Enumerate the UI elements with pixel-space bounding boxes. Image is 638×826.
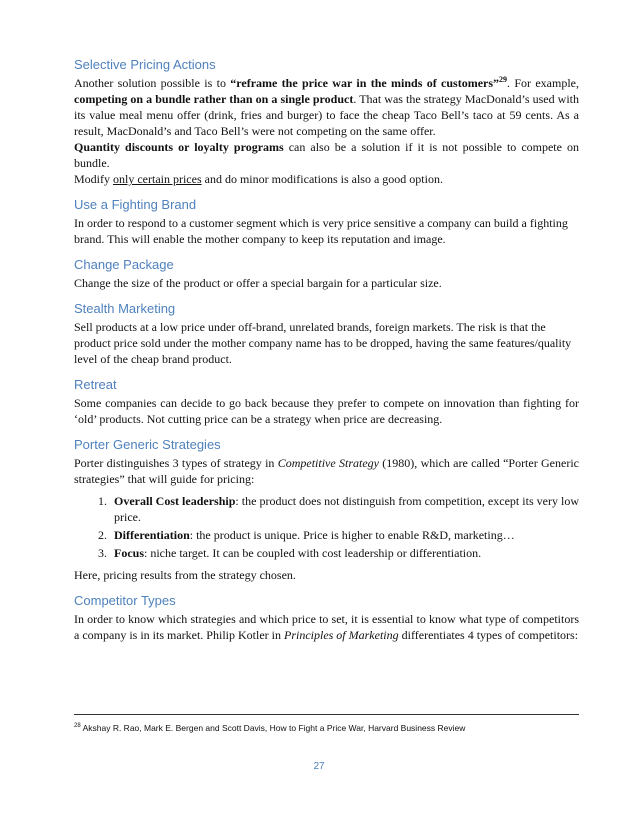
- text-run: (1980), which are called “Porter Generic strategies” that will guide for pricing:: [74, 456, 579, 486]
- heading-retreat: Retreat: [74, 377, 117, 392]
- list-item-term: Focus: [114, 546, 144, 560]
- text-run: differentiates 4 types of competitors:: [398, 628, 579, 642]
- heading-competitor-types: Competitor Types: [74, 593, 176, 608]
- footnote-divider: [74, 714, 579, 715]
- paragraph-retreat: Some companies can decide to go back because they prefer to compete on innovation than fighting for ‘old’ products. Not cutting price can be a strategy when price are decreasing.: [74, 396, 579, 426]
- footnote: [74, 722, 579, 734]
- list-item-term: Overall Cost leadership: [114, 494, 236, 508]
- paragraph-modify-prices: [74, 171, 579, 187]
- footnote-number: 28: [74, 723, 81, 730]
- emphasis-quantity-discounts: Quantity discounts or loyalty programs: [74, 140, 284, 154]
- list-item-text: : the product does not distinguish from competition, except its very low price.: [114, 494, 579, 524]
- list-item: [110, 545, 579, 561]
- page-number: 27: [313, 761, 325, 772]
- book-title-competitive-strategy: Competitive Strategy: [277, 456, 379, 470]
- text-run: . That was the strategy MacDonald’s used with its value meal menu offer (drink, fries and burger) to face the cheap Taco Bell’s taco at 59 cents. As a result, MacDonald’s and Taco Bell’s were not competing on the same offer.: [74, 92, 579, 138]
- text-run: can also be a solution if it is not possible to compete on bundle.: [74, 140, 579, 170]
- list-item: [110, 527, 579, 543]
- heading-selective-pricing: Selective Pricing Actions: [74, 57, 216, 72]
- underlined-certain-prices: only certain prices: [113, 172, 202, 186]
- section-change-package: [74, 256, 579, 291]
- text-run: . For example,: [507, 76, 579, 90]
- list-item-text: : the product is unique. Price is higher to enable R&D, marketing…: [189, 528, 515, 542]
- text-run: In order to know which strategies and which price to set, it is essential to know what type of competitors a company is in its market. Philip Kotler in: [74, 612, 579, 642]
- footnote-text: Akshay R. Rao, Mark E. Bergen and Scott Davis, How to Fight a Price War, Harvard Business Review: [80, 723, 466, 733]
- porter-strategy-list: [74, 493, 579, 561]
- list-item-text: : niche target. It can be coupled with cost leadership or differentiation.: [144, 546, 482, 560]
- section-retreat: [74, 376, 579, 427]
- text-run: Modify: [74, 172, 113, 186]
- heading-fighting-brand: Use a Fighting Brand: [74, 197, 197, 212]
- book-title-principles-of-marketing: Principles of Marketing: [283, 628, 399, 642]
- section-porter: [74, 436, 579, 583]
- paragraph-stealth-marketing: Sell products at a low price under off-brand, unrelated brands, foreign markets. The risk is that the product price sold under the mother company name has to be dropped, having the same features/quality level of the cheap brand product.: [74, 320, 572, 366]
- footnote-ref: 29: [499, 75, 508, 84]
- emphasis-quote: “reframe the price war in the minds of customers”: [230, 76, 500, 90]
- paragraph-reframe: [74, 75, 579, 139]
- text-run: Porter distinguishes 3 types of strategy in: [74, 456, 278, 470]
- paragraph-quantity-discounts: [74, 139, 579, 171]
- list-item-term: Differentiation: [114, 528, 190, 542]
- text-run: Another solution possible is to: [74, 76, 231, 90]
- paragraph-fighting-brand: In order to respond to a customer segment which is very price sensitive a company can build a fighting brand. This will enable the mother company to keep its reputation and image.: [74, 216, 568, 246]
- section-fighting-brand: [74, 196, 579, 247]
- heading-stealth-marketing: Stealth Marketing: [74, 301, 176, 316]
- paragraph-porter-intro: [74, 455, 579, 487]
- paragraph-porter-conclusion: Here, pricing results from the strategy chosen.: [74, 568, 296, 582]
- section-selective-pricing: [74, 56, 579, 187]
- text-run: and do minor modifications is also a good option.: [201, 172, 443, 186]
- paragraph-competitor-types: [74, 611, 579, 643]
- heading-change-package: Change Package: [74, 257, 174, 272]
- heading-porter: Porter Generic Strategies: [74, 437, 221, 452]
- paragraph-change-package: Change the size of the product or offer a special bargain for a particular size.: [74, 276, 442, 290]
- page-content: [74, 56, 579, 652]
- emphasis-bundle: competing on a bundle rather than on a single product: [74, 92, 354, 106]
- section-stealth-marketing: [74, 300, 579, 367]
- section-competitor-types: [74, 592, 579, 643]
- list-item: [110, 493, 579, 525]
